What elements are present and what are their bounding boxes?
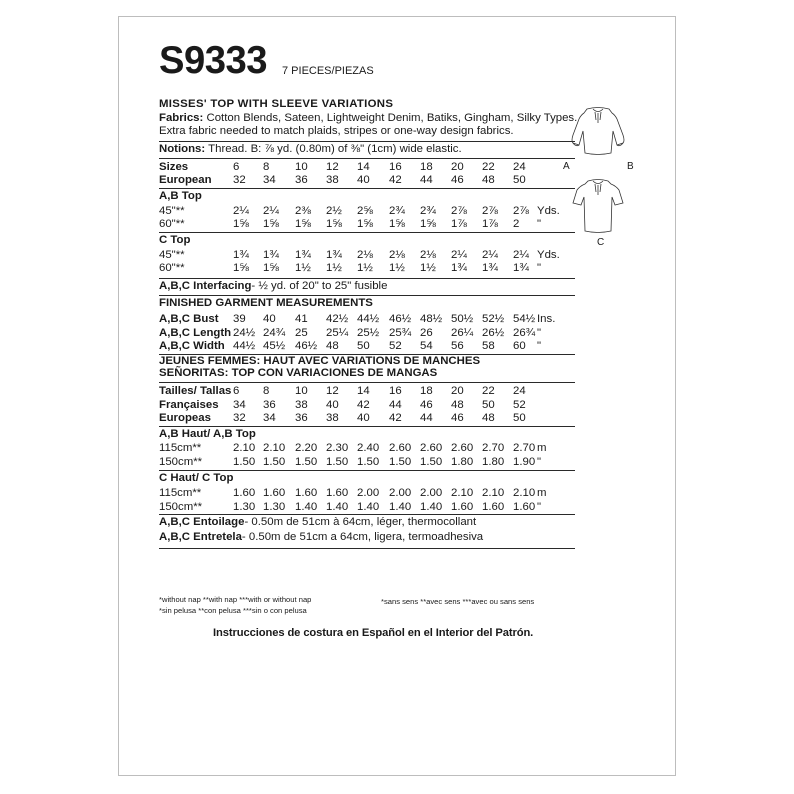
c-top-yardage-row	[159, 262, 599, 275]
row-label: 115cm**	[159, 487, 202, 500]
table-cell: 50½	[451, 313, 474, 325]
row-label: Françaises	[159, 398, 219, 411]
entoilage-text: - 0.50m de 51cm à 64cm, léger, thermocollant	[244, 516, 477, 529]
table-cell: 54½	[513, 313, 536, 325]
table-cell: 22	[482, 161, 495, 173]
table-cell: 26¾	[513, 326, 536, 339]
table-cell: 25¾	[389, 326, 412, 339]
table-cell: 2.10	[451, 487, 474, 500]
divider	[159, 470, 575, 471]
table-cell: 2⅛	[420, 248, 436, 261]
table-cell: 44	[420, 412, 433, 425]
row-label: European	[159, 173, 212, 186]
unit-label: "	[537, 261, 542, 274]
table-cell: 2⅛	[357, 248, 373, 261]
table-cell: 44	[389, 398, 402, 411]
divider	[159, 141, 575, 142]
table-cell: 2¼	[513, 248, 529, 261]
table-cell: 6	[233, 161, 240, 173]
table-cell: 1.40	[389, 500, 412, 513]
row-label: 45"**	[159, 248, 185, 261]
unit-label: Yds.	[537, 204, 560, 217]
divider	[159, 426, 575, 427]
ab-top-yardage-row	[159, 218, 599, 231]
table-cell: 2⅞	[482, 204, 498, 217]
table-cell: 1½	[295, 261, 311, 274]
table-cell: 2.40	[357, 442, 380, 455]
table-cell: 46	[451, 173, 464, 186]
footnote-spanish: *sin pelusa **con pelusa ***sin o con pelusa	[159, 606, 307, 615]
table-cell: 1⅝	[263, 261, 279, 274]
table-cell: 48	[326, 340, 339, 353]
fabrics-line	[159, 113, 577, 124]
table-cell: 1.50	[326, 456, 349, 468]
divider	[159, 295, 575, 296]
table-cell: 2¼	[482, 248, 498, 261]
table-cell: 2.70	[513, 442, 536, 455]
pattern-envelope-back	[118, 16, 676, 776]
table-cell: 48½	[420, 313, 443, 325]
finished-measurement-row	[159, 313, 599, 326]
table-cell: 2.00	[420, 487, 443, 500]
table-cell: 60	[513, 340, 526, 353]
table-cell: 45½	[263, 340, 286, 353]
c-haut-meters-row	[159, 501, 599, 514]
table-cell: 1⅝	[263, 217, 279, 230]
table-cell: 34	[233, 398, 246, 411]
table-cell: 12	[326, 161, 339, 173]
table-cell: 50	[513, 173, 526, 186]
table-cell: 20	[451, 385, 464, 397]
table-cell: 1.40	[357, 500, 380, 513]
table-cell: 50	[513, 412, 526, 425]
ab-top-heading: A,B Top	[159, 190, 202, 203]
table-cell: 44	[420, 173, 433, 186]
table-cell: 46½	[389, 313, 412, 325]
table-cell: 40	[263, 313, 276, 325]
table-cell: 20	[451, 161, 464, 173]
table-cell: 8	[263, 161, 270, 173]
table-cell: 1⅝	[357, 217, 373, 230]
table-cell: 1.50	[263, 456, 286, 468]
table-cell: 1⅝	[389, 217, 405, 230]
row-label: 60"**	[159, 261, 185, 274]
table-cell: 46½	[295, 340, 318, 353]
unit-label: "	[537, 456, 542, 468]
table-cell: 32	[233, 173, 246, 186]
row-label: Tailles/ Tallas	[159, 385, 232, 397]
pattern-number: S9333	[159, 39, 268, 82]
table-cell: 48	[482, 173, 495, 186]
table-cell: 24¾	[263, 326, 286, 339]
table-cell: 18	[420, 161, 433, 173]
divider	[159, 158, 575, 159]
table-cell: 25	[295, 326, 308, 339]
table-cell: 1.60	[263, 487, 286, 500]
table-cell: 1.30	[263, 500, 286, 513]
table-cell: 58	[482, 340, 495, 353]
row-label: 150cm**	[159, 500, 203, 513]
table-cell: 1.50	[357, 456, 380, 468]
table-cell: 36	[295, 173, 308, 186]
table-cell: 2.10	[513, 487, 536, 500]
table-cell: 39	[233, 313, 246, 325]
table-cell: 22	[482, 385, 495, 397]
table-cell: 46	[451, 412, 464, 425]
interfacing	[159, 281, 387, 292]
table-cell: 26½	[482, 326, 505, 339]
table-cell: 54	[420, 340, 433, 353]
c-haut-heading: C Haut/ C Top	[159, 471, 234, 484]
row-label: A,B,C Length	[159, 326, 232, 339]
table-cell: 24	[513, 385, 526, 397]
table-cell: 1⅝	[295, 217, 311, 230]
table-cell: 25½	[357, 326, 380, 339]
table-cell: 2.20	[295, 442, 318, 455]
table-cell: 50	[357, 340, 370, 353]
divider	[159, 278, 575, 279]
view-c-illustration	[571, 177, 625, 248]
row-label: A,B,C Bust	[159, 313, 219, 325]
table-cell: 14	[357, 161, 370, 173]
unit-label: "	[537, 217, 542, 230]
ab-top-yardage-row	[159, 205, 599, 218]
ab-haut-meters-row	[159, 442, 599, 455]
table-cell: 36	[295, 412, 308, 425]
table-cell: 1.50	[389, 456, 412, 468]
row-label: 45"**	[159, 204, 185, 217]
bottom-note: Instrucciones de costura en Español en el Interior del Patrón.	[213, 627, 534, 639]
unit-label: m	[537, 487, 547, 500]
row-label: A,B,C Width	[159, 340, 225, 353]
view-a-label: A	[563, 161, 570, 172]
table-cell: 1.60	[326, 487, 349, 500]
row-label: 60"**	[159, 217, 185, 230]
finished-measurement-row	[159, 340, 599, 353]
footnote-french: *sans sens **avec sens ***avec ou sans sens	[381, 597, 535, 606]
table-cell: 1.30	[233, 500, 256, 513]
table-cell: 1.50	[233, 456, 256, 468]
table-cell: 1.90	[513, 456, 536, 468]
table-cell: 1.60	[451, 500, 474, 513]
table-cell: 44½	[357, 313, 380, 325]
tailles-row	[159, 385, 599, 398]
table-cell: 40	[326, 398, 339, 411]
table-cell: 1.60	[513, 500, 536, 513]
ab-haut-meters-row	[159, 456, 599, 469]
c-haut-meters-row	[159, 487, 599, 500]
table-cell: 48	[451, 398, 464, 411]
blouse-short-sleeve-icon	[571, 177, 625, 235]
table-cell: 14	[357, 385, 370, 397]
european-row	[159, 174, 599, 187]
table-cell: 38	[326, 173, 339, 186]
table-cell: 1½	[420, 261, 436, 274]
unit-label: m	[537, 442, 547, 455]
table-cell: 2¾	[420, 204, 436, 217]
divider	[159, 382, 575, 383]
table-cell: 25¼	[326, 326, 349, 339]
table-cell: 2¼	[263, 204, 279, 217]
row-label: 115cm**	[159, 442, 202, 455]
table-cell: 1.60	[482, 500, 505, 513]
table-cell: 2⅛	[389, 248, 405, 261]
table-cell: 41	[295, 313, 308, 325]
table-cell: 2¼	[233, 204, 249, 217]
table-cell: 32	[233, 412, 246, 425]
table-cell: 1½	[389, 261, 405, 274]
entoilage	[159, 517, 476, 528]
table-cell: 1.60	[295, 487, 318, 500]
table-cell: 52½	[482, 313, 505, 325]
europeas-row	[159, 412, 599, 425]
notions-text: Thread. B: ⅞ yd. (0.80m) of ⅜" (1cm) wide elastic.	[208, 143, 462, 155]
unit-label: "	[537, 500, 542, 513]
table-cell: 2.30	[326, 442, 349, 455]
spanish-title: SEÑORITAS: TOP CON VARIACIONES DE MANGAS	[159, 367, 438, 380]
table-cell: 1¾	[295, 248, 311, 261]
table-cell: 2¼	[451, 248, 467, 261]
table-cell: 1.40	[295, 500, 318, 513]
table-cell: 1¾	[326, 248, 342, 261]
unit-label: "	[537, 326, 542, 339]
table-cell: 2⅞	[513, 204, 529, 217]
table-cell: 6	[233, 385, 240, 397]
table-cell: 1¾	[482, 261, 498, 274]
francaises-row	[159, 399, 599, 412]
table-cell: 2.60	[420, 442, 443, 455]
entretela-label: A,B,C Entretela	[159, 531, 242, 543]
table-cell: 10	[295, 161, 308, 173]
entoilage-label: A,B,C Entoilage	[159, 516, 245, 529]
unit-label: Ins.	[537, 313, 556, 325]
table-cell: 1.60	[233, 487, 256, 500]
table-cell: 2	[513, 217, 520, 230]
table-cell: 1½	[357, 261, 373, 274]
row-label: 150cm**	[159, 456, 203, 468]
table-cell: 8	[263, 385, 270, 397]
sizes-row	[159, 161, 599, 174]
unit-label: Yds.	[537, 248, 560, 261]
table-cell: 1⅝	[326, 217, 342, 230]
table-cell: 1¾	[513, 261, 529, 274]
c-top-yardage-row	[159, 249, 599, 262]
table-cell: 1⅝	[420, 217, 436, 230]
table-cell: 2.10	[482, 487, 505, 500]
view-b-label: B	[627, 161, 634, 172]
fabrics-text: Cotton Blends, Sateen, Lightweight Denim, Batiks, Gingham, Silky Types.	[206, 112, 578, 124]
table-cell: 56	[451, 340, 464, 353]
table-cell: 1⅝	[233, 261, 249, 274]
table-cell: 2⅜	[295, 204, 311, 217]
pieces-count: 7 PIECES/PIEZAS	[282, 65, 374, 77]
divider	[159, 514, 575, 515]
table-cell: 16	[389, 385, 402, 397]
table-cell: 44½	[233, 340, 256, 353]
table-cell: 52	[389, 340, 402, 353]
french-title: JEUNES FEMMES: HAUT AVEC VARIATIONS DE MANCHES	[159, 354, 481, 367]
table-cell: 42	[357, 398, 370, 411]
view-c-label: C	[597, 237, 605, 248]
fabrics-note: Extra fabric needed to match plaids, stripes or one-way design fabrics.	[159, 125, 514, 137]
table-cell: 40	[357, 173, 370, 186]
table-cell: 36	[263, 398, 276, 411]
table-cell: 26	[420, 326, 433, 339]
interfacing-label: A,B,C Interfacing	[159, 279, 252, 292]
interfacing-text: - ½ yd. of 20" to 25" fusible	[251, 279, 388, 292]
view-ab-illustration	[563, 105, 634, 172]
table-cell: 1.80	[482, 456, 505, 468]
table-cell: 26¼	[451, 326, 474, 339]
table-cell: 1⅞	[451, 217, 467, 230]
divider	[159, 548, 575, 549]
table-cell: 42	[389, 173, 402, 186]
table-cell: 1½	[326, 261, 342, 274]
table-cell: 46	[420, 398, 433, 411]
table-cell: 52	[513, 398, 526, 411]
table-cell: 12	[326, 385, 339, 397]
table-cell: 24½	[233, 326, 256, 339]
table-cell: 2.10	[233, 442, 256, 455]
table-cell: 1¾	[233, 248, 249, 261]
table-cell: 2.00	[357, 487, 380, 500]
table-cell: 34	[263, 173, 276, 186]
notions-line	[159, 144, 462, 155]
table-cell: 18	[420, 385, 433, 397]
table-cell: 1.50	[295, 456, 318, 468]
table-cell: 42	[389, 412, 402, 425]
notions-label: Notions:	[159, 143, 206, 155]
table-cell: 2.60	[389, 442, 412, 455]
table-cell: 1¾	[451, 261, 467, 274]
table-cell: 2¾	[389, 204, 405, 217]
unit-label: "	[537, 340, 542, 353]
table-cell: 1⅝	[233, 217, 249, 230]
table-cell: 1.50	[420, 456, 443, 468]
table-cell: 50	[482, 398, 495, 411]
table-cell: 38	[295, 398, 308, 411]
finished-measurement-row	[159, 327, 599, 340]
table-cell: 1¾	[263, 248, 279, 261]
finished-measurements-heading: FINISHED GARMENT MEASUREMENTS	[159, 297, 373, 310]
table-cell: 2.70	[482, 442, 505, 455]
table-cell: 2.10	[263, 442, 286, 455]
table-cell: 1.80	[451, 456, 474, 468]
table-cell: 2½	[326, 204, 342, 217]
table-cell: 24	[513, 161, 526, 173]
entretela-text: - 0.50m de 51cm a 64cm, ligera, termoadhesiva	[241, 531, 484, 543]
table-cell: 10	[295, 385, 308, 397]
c-top-heading: C Top	[159, 234, 191, 246]
english-title: MISSES' TOP WITH SLEEVE VARIATIONS	[159, 98, 394, 110]
table-cell: 2⅞	[451, 204, 467, 217]
table-cell: 34	[263, 412, 276, 425]
table-cell: 2.60	[451, 442, 474, 455]
table-cell: 1.40	[326, 500, 349, 513]
row-label: Sizes	[159, 161, 189, 173]
table-cell: 2.00	[389, 487, 412, 500]
table-cell: 38	[326, 412, 339, 425]
table-cell: 2⅝	[357, 204, 373, 217]
entretela	[159, 532, 483, 543]
footnote-english: *without nap **with nap ***with or without nap	[159, 595, 312, 604]
table-cell: 40	[357, 412, 370, 425]
fabrics-label: Fabrics:	[159, 112, 204, 124]
blouse-long-sleeve-icon	[565, 105, 631, 157]
row-label: Europeas	[159, 412, 211, 425]
divider	[159, 188, 575, 189]
table-cell: 1⅞	[482, 217, 498, 230]
table-cell: 16	[389, 161, 402, 173]
table-cell: 42½	[326, 313, 349, 325]
table-cell: 48	[482, 412, 495, 425]
table-cell: 1.40	[420, 500, 443, 513]
ab-haut-heading: A,B Haut/ A,B Top	[159, 427, 256, 440]
divider	[159, 232, 575, 233]
